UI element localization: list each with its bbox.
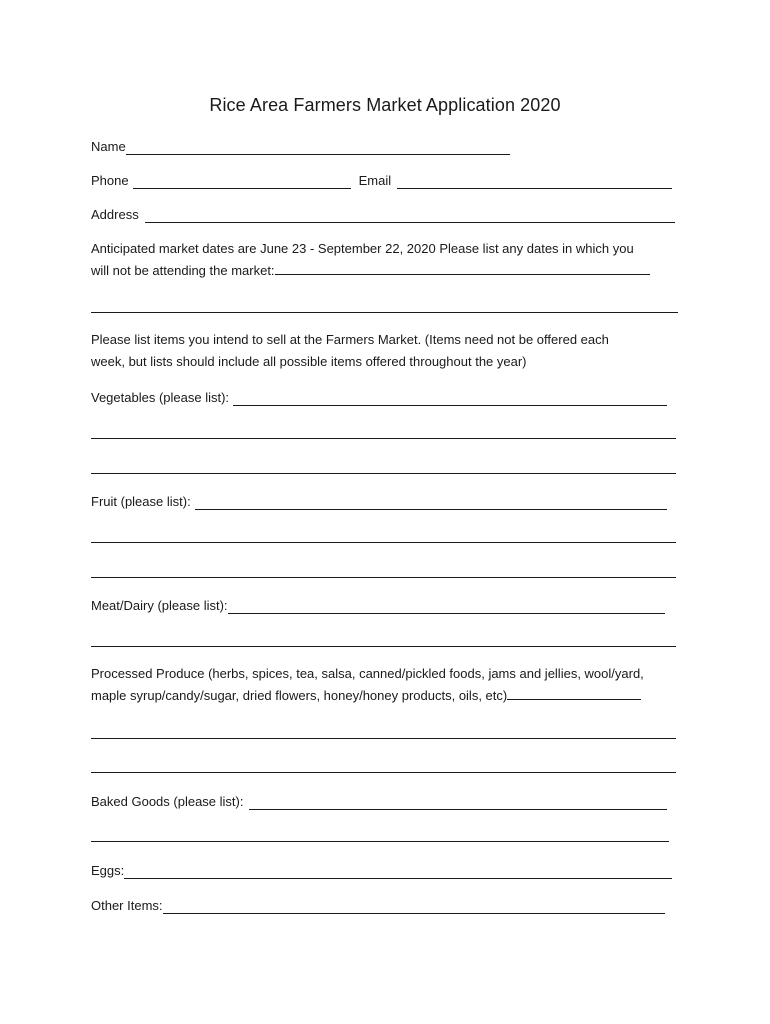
processed-produce-field-line-3[interactable] [91, 772, 676, 773]
processed-produce-line-2 [91, 685, 644, 707]
address-field[interactable] [145, 209, 675, 223]
name-label: Name [91, 139, 126, 154]
meat-dairy-field[interactable] [228, 600, 665, 614]
items-intro-line-1: Please list items you intend to sell at the Farmers Market. (Items need not be offered each [91, 332, 609, 347]
vegetables-field[interactable] [233, 392, 667, 406]
absent-dates-field-extra[interactable] [91, 312, 678, 313]
market-dates-line-2 [91, 260, 650, 282]
name-row [91, 139, 510, 155]
address-label: Address [91, 207, 139, 222]
fruit-field-line-3[interactable] [91, 577, 676, 578]
fruit-row [91, 494, 667, 510]
market-dates-line-2-text: will not be attending the market: [91, 263, 275, 278]
email-label: Email [358, 173, 392, 188]
fruit-field[interactable] [195, 496, 667, 510]
email-field[interactable] [397, 175, 672, 189]
vegetables-field-line-2[interactable] [91, 438, 676, 439]
phone-label: Phone [91, 173, 129, 188]
meat-dairy-row [91, 598, 665, 614]
form-title: Rice Area Farmers Market Application 2020 [209, 95, 561, 115]
absent-dates-field[interactable] [275, 260, 650, 275]
items-intro [91, 329, 609, 373]
vegetables-label: Vegetables (please list): [91, 390, 230, 405]
processed-produce-question [91, 663, 644, 707]
fruit-field-line-2[interactable] [91, 542, 676, 543]
items-intro-line-2: week, but lists should include all possible items offered throughout the year) [91, 354, 527, 369]
processed-produce-line-1: Processed Produce (herbs, spices, tea, salsa, canned/pickled foods, jams and jellies, wool/yard, [91, 666, 644, 681]
other-items-label: Other Items: [91, 898, 163, 913]
other-items-field[interactable] [163, 900, 665, 914]
vegetables-row [91, 390, 667, 406]
baked-goods-label: Baked Goods (please list): [91, 794, 244, 809]
phone-field[interactable] [133, 175, 351, 189]
processed-produce-field-line-2[interactable] [91, 738, 676, 739]
phone-email-row [91, 173, 672, 189]
baked-goods-field[interactable] [249, 796, 667, 810]
meat-dairy-field-line-2[interactable] [91, 646, 676, 647]
eggs-row [91, 863, 672, 879]
baked-goods-field-line-2[interactable] [91, 841, 669, 842]
market-dates-question [91, 238, 650, 282]
address-row [91, 207, 675, 223]
processed-produce-field[interactable] [507, 685, 641, 700]
processed-produce-line-2-text: maple syrup/candy/sugar, dried flowers, honey/honey products, oils, etc) [91, 688, 508, 703]
other-items-row [91, 898, 665, 914]
eggs-field[interactable] [124, 865, 672, 879]
meat-dairy-label: Meat/Dairy (please list): [91, 598, 228, 613]
name-field[interactable] [126, 141, 510, 155]
fruit-label: Fruit (please list): [91, 494, 191, 509]
eggs-label: Eggs: [91, 863, 125, 878]
baked-goods-row [91, 794, 667, 810]
market-dates-line-1: Anticipated market dates are June 23 - September 22, 2020 Please list any dates in which you [91, 241, 634, 256]
vegetables-field-line-3[interactable] [91, 473, 676, 474]
